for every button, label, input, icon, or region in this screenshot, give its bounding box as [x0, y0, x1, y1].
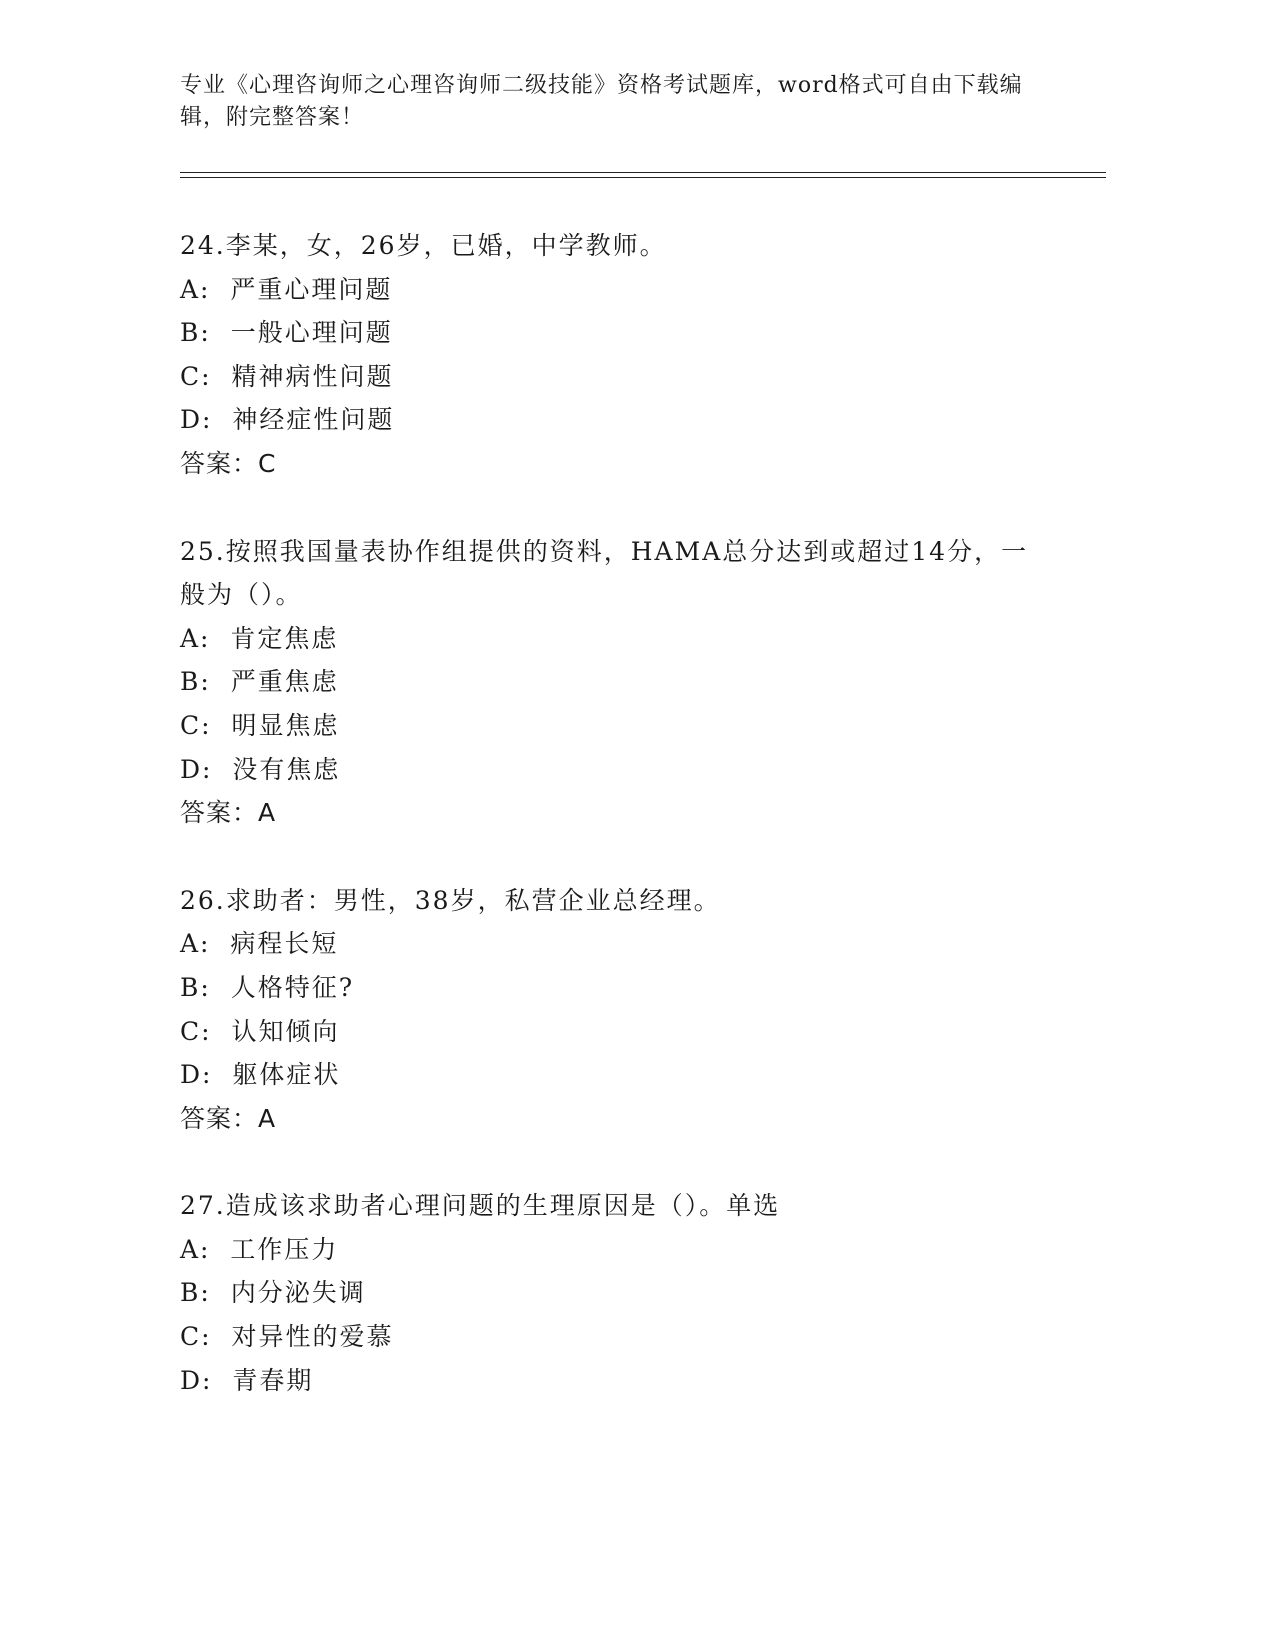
header-divider-bottom: [180, 177, 1106, 178]
option-d: D: 没有焦虑: [180, 754, 341, 784]
option-b: B: 一般心理问题: [180, 318, 393, 348]
option-a: A: 严重心理问题: [180, 274, 393, 304]
header-divider-top: [180, 172, 1106, 173]
option-b: B: 内分泌失调: [180, 1278, 366, 1308]
option-c: C: 认知倾向: [180, 1016, 340, 1046]
option-c: C: 对异性的爱慕: [180, 1322, 394, 1352]
question-25: [180, 530, 1080, 835]
option-d: D: 青春期: [180, 1365, 314, 1395]
option-b: B: 严重焦虑: [180, 667, 339, 697]
option-c: C: 精神病性问题: [180, 361, 394, 391]
question-stem: 25.按照我国量表协作组提供的资料，HAMA总分达到或超过14分，一般为（）。: [180, 536, 1029, 610]
option-b: B: 人格特征?: [180, 972, 355, 1002]
answer: 答案：A: [180, 798, 277, 828]
option-c: C: 明显焦虑: [180, 710, 340, 740]
option-d: D: 躯体症状: [180, 1060, 341, 1090]
question-24: [180, 224, 1080, 486]
option-a: A: 工作压力: [180, 1234, 339, 1264]
option-a: A: 病程长短: [180, 929, 339, 959]
question-stem: 27.造成该求助者心理问题的生理原因是（）。单选: [180, 1191, 781, 1221]
question-stem: 24.李某，女，26岁，已婚，中学教师。: [180, 231, 667, 260]
document-header: 专业《心理咨询师之心理咨询师二级技能》资格考试题库，word格式可自由下载编辑，附完整答案！: [180, 73, 1023, 130]
question-stem: 26.求助者：男性，38岁，私营企业总经理。: [180, 885, 721, 915]
answer: 答案：C: [180, 448, 277, 478]
question-27: [180, 1184, 1080, 1402]
option-d: D: 神经症性问题: [180, 405, 395, 435]
question-26: [180, 879, 1080, 1141]
answer: 答案：A: [180, 1103, 277, 1133]
option-a: A: 肯定焦虑: [180, 623, 339, 653]
question-list: [180, 224, 1080, 1446]
